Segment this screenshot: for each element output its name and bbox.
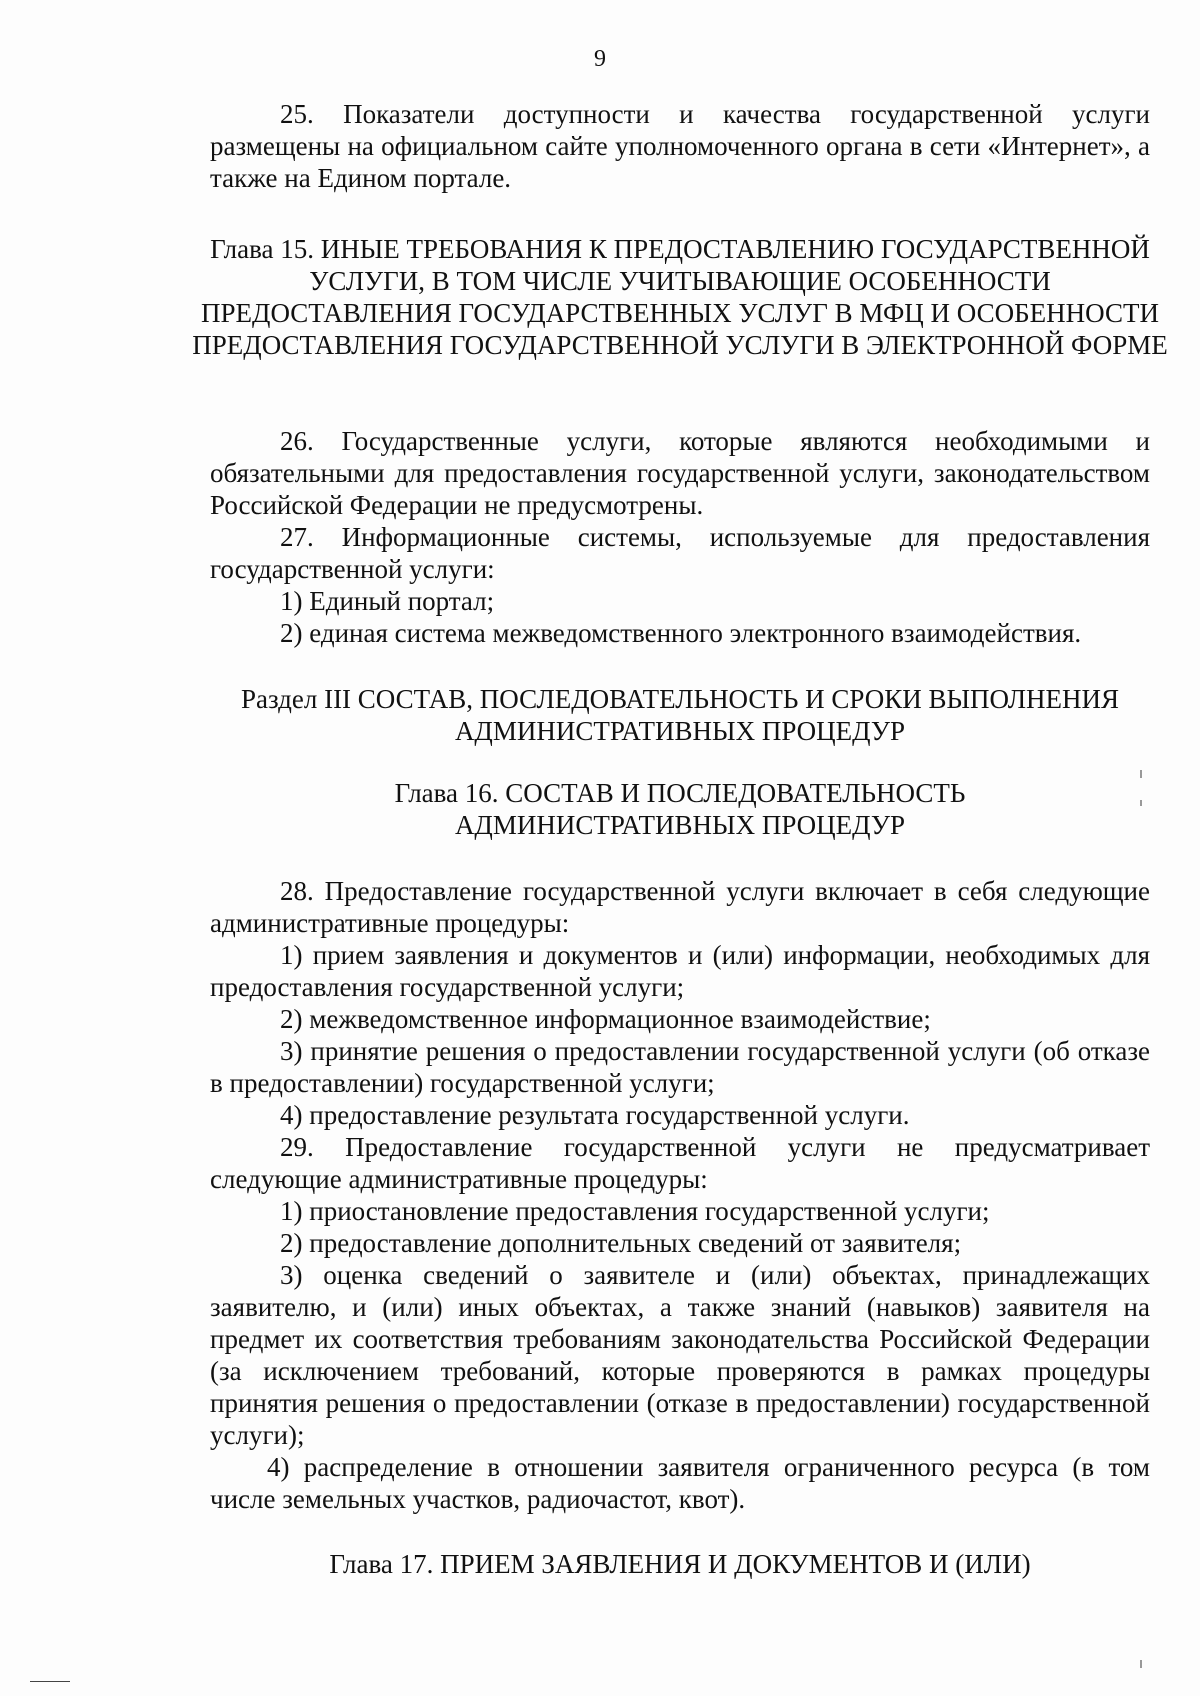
- paragraph-28: 28. Предоставление государственной услуги включает в себя следующие административные процедуры:: [210, 876, 1150, 938]
- list-item-28-4: 4) предоставление результата государственной услуги.: [280, 1100, 910, 1130]
- list-item-29-1: 1) приостановление предоставления государственной услуги;: [280, 1196, 990, 1226]
- paragraph-27: 27. Информационные системы, используемые для предоставления государственной услуги:: [210, 522, 1150, 584]
- list-item-28-1: 1) прием заявления и документов и (или) информации, необходимых для предоставления государственной услуги;: [210, 940, 1150, 1002]
- paragraph-29: 29. Предоставление государственной услуги не предусматривает следующие административные процедуры:: [210, 1132, 1150, 1194]
- chapter-16-body: [210, 875, 1150, 1515]
- page-number: 9: [594, 46, 606, 72]
- chapter-15-body: [210, 425, 1150, 649]
- list-item-28-3: 3) принятие решения о предоставлении государственной услуги (об отказе в предоставлении) государственной услуги;: [210, 1036, 1150, 1098]
- list-item-29-4: 4) распределение в отношении заявителя ограниченного ресурса (в том числе земельных участков, радиочастот, квот).: [210, 1452, 1150, 1514]
- section-3-heading-block: [200, 683, 1160, 747]
- list-item-28-2: 2) межведомственное информационное взаимодействие;: [280, 1004, 931, 1034]
- scan-edge-mark: [30, 1681, 70, 1682]
- list-item-27-1: 1) Единый портал;: [280, 586, 495, 616]
- chapter-16-title: Глава 16. СОСТАВ И ПОСЛЕДОВАТЕЛЬНОСТЬ АДМИНИСТРАТИВНЫХ ПРОЦЕДУР: [394, 778, 966, 840]
- paragraph-26: 26. Государственные услуги, которые являются необходимыми и обязательными для предоставления государственной услуги, законодательством Российской Федерации не предусмотрены.: [210, 426, 1150, 520]
- chapter-15-title: Глава 15. ИНЫЕ ТРЕБОВАНИЯ К ПРЕДОСТАВЛЕНИЮ ГОСУДАРСТВЕННОЙ УСЛУГИ, В ТОМ ЧИСЛЕ УЧИТЫВАЮЩИЕ ОСОБЕННОСТИ ПРЕДОСТАВЛЕНИЯ ГОСУДАРСТВЕННЫХ УСЛУГ В МФЦ И ОСОБЕННОСТИ ПРЕДОСТАВЛЕНИЯ ГОСУДАРСТВЕННОЙ УСЛУГИ В ЭЛЕКТРОННОЙ ФОРМЕ: [192, 234, 1168, 360]
- section-3-title: Раздел III СОСТАВ, ПОСЛЕДОВАТЕЛЬНОСТЬ И СРОКИ ВЫПОЛНЕНИЯ АДМИНИСТРАТИВНЫХ ПРОЦЕДУР: [240, 684, 1120, 746]
- paragraph-25: 25. Показатели доступности и качества государственной услуги размещены на официальном сайте уполномоченного органа в сети «Интернет», а также на Едином портале.: [210, 99, 1150, 193]
- chapter-17-heading-block: [190, 1548, 1170, 1580]
- scan-margin-mark: [1140, 800, 1142, 806]
- list-item-29-3: 3) оценка сведений о заявителе и (или) объектах, принадлежащих заявителю, и (или) иных объектах, а также знаний (навыков) заявителя на предмет их соответствия требованиям законодательства Российской Федерации (за исключением требований, которые проверяются в рамках процедуры принятия решения о предоставлении (отказе в предоставлении) государственной услуги);: [210, 1260, 1150, 1450]
- paragraph-block-25: [210, 98, 1150, 194]
- list-item-27-2: 2) единая система межведомственного электронного взаимодействия.: [280, 618, 1082, 648]
- scan-margin-mark: [1140, 770, 1142, 778]
- chapter-17-title: Глава 17. ПРИЕМ ЗАЯВЛЕНИЯ И ДОКУМЕНТОВ И (ИЛИ): [329, 1549, 1031, 1579]
- chapter-16-heading-block: [340, 777, 1020, 841]
- chapter-15-heading-block: [190, 233, 1170, 361]
- list-item-29-2: 2) предоставление дополнительных сведений от заявителя;: [280, 1228, 962, 1258]
- scan-margin-mark: [1140, 1660, 1142, 1668]
